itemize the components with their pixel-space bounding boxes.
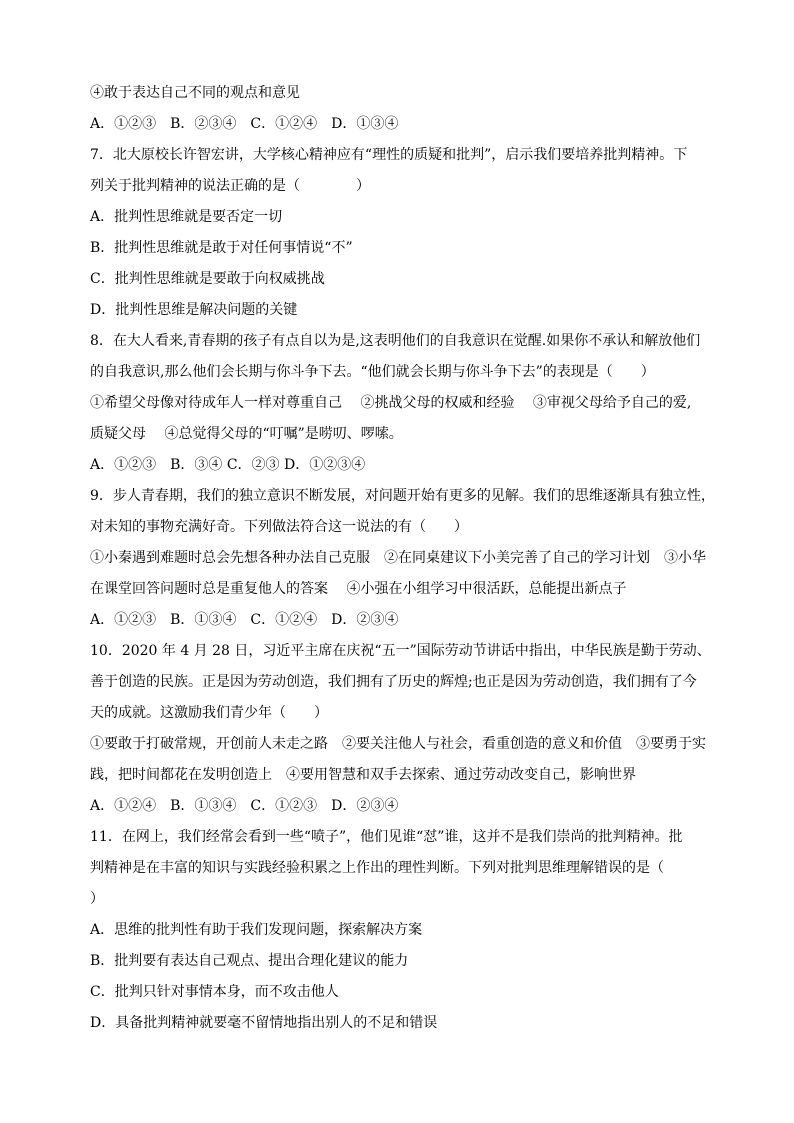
question-8-choices: A．①②③ B．③④ C．②③ D．①②③④: [90, 457, 366, 473]
question-11-option-d: D．具备批判精神就要毫不留情地指出别人的不足和错误: [90, 1015, 438, 1031]
question-10-stem-cont-2: 天的成就。这激励我们青少年（ ）: [90, 705, 328, 721]
question-8-statements: ①希望父母像对待成年人一样对尊重自己 ②挑战父母的权威和经验 ③审视父母给予自己的爱,: [90, 395, 692, 411]
question-11-option-b: B．批判要有表达自己观点、提出合理化建议的能力: [90, 953, 409, 969]
document-page: [90, 78, 715, 1039]
question-8-statements-cont: 质疑父母 ④总觉得父母的“叮嘱”是唠叨、啰嗦。: [90, 426, 403, 442]
question-10-stem-cont: 善于创造的民族。正是因为劳动创造，我们拥有了历史的辉煌;也正是因为劳动创造，我们拥有了今: [90, 674, 697, 690]
option-text: ④敢于表达自己不同的观点和意见: [90, 85, 300, 101]
question-11-stem: 11．在网上，我们经常会看到一些“喷子”，他们见谁“怼”谁，这并不是我们崇尚的批判精神。批: [90, 829, 683, 845]
question-7-stem-cont: 列关于批判精神的说法正确的是（ ）: [90, 178, 370, 194]
question-7-option-c: C．批判性思维就是要敢于向权威挑战: [90, 271, 325, 287]
question-7-option-b: B．批判性思维就是敢于对任何事情说“不”: [90, 240, 353, 256]
question-7-stem: 7．北大原校长许智宏讲，大学核心精神应有“理性的质疑和批判”，启示我们要培养批判精神。下: [90, 147, 688, 163]
question-11-option-c: C．批判只针对事情本身，而不攻击他人: [90, 984, 339, 1000]
question-10-choices: A．①②④ B．①③④ C．①②③ D．②③④: [90, 798, 399, 814]
question-10-statements-cont: 践，把时间都花在发明创造上 ④要用智慧和双手去探索、通过劳动改变自己，影响世界: [90, 767, 636, 783]
question-7-option-d: D．批判性思维是解决问题的关键: [90, 302, 298, 318]
question-10-stem: 10．2020 年 4 月 28 日，习近平主席在庆祝“五一”国际劳动节讲话中指出，中华民族是勤于劳动、: [90, 643, 711, 659]
question-11-option-a: A．思维的批判性有助于我们发现问题，探索解决方案: [90, 922, 423, 938]
question-9-stem: 9．步人青春期，我们的独立意识不断发展，对问题开始有更多的见解。我们的思维逐渐具有独立性，: [90, 488, 715, 504]
question-9-statements: ①小秦遇到难题时总会先想各种办法自己克服 ②在同桌建议下小美完善了自己的学习计划 ③小华: [90, 550, 706, 566]
question-11-stem-cont-2: ）: [90, 891, 104, 907]
question-10-statements: ①要敢于打破常规，开创前人未走之路 ②要关注他人与社会，看重创造的意义和价值 ③要勇于实: [90, 736, 706, 752]
question-9-statements-cont: 在课堂回答问题时总是重复他人的答案 ④小强在小组学习中很活跃，总能提出新点子: [90, 581, 627, 597]
question-9-stem-cont: 对未知的事物充满好奇。下列做法符合这一说法的有（ ）: [90, 519, 468, 535]
question-9-choices: A．①②③ B．①③④ C．①②④ D．②③④: [90, 612, 399, 628]
question-11-stem-cont: 判精神是在丰富的知识与实践经验积累之上作出的理性判断。下列对批判思维理解错误的是（: [90, 860, 664, 876]
question-7-option-a: A．批判性思维就是要否定一切: [90, 209, 283, 225]
question-8-stem: 8．在大人看来,青春期的孩子有点自以为是,这表明他们的自我意识在觉醒.如果你不承认和解放他们: [90, 333, 701, 349]
answer-choices-q6: A．①②③ B．②③④ C．①②④ D．①③④: [90, 116, 399, 132]
question-8-stem-cont: 的自我意识,那么他们会长期与你斗争下去。“他们就会长期与你斗争下去”的表现是（ ）: [90, 364, 655, 380]
